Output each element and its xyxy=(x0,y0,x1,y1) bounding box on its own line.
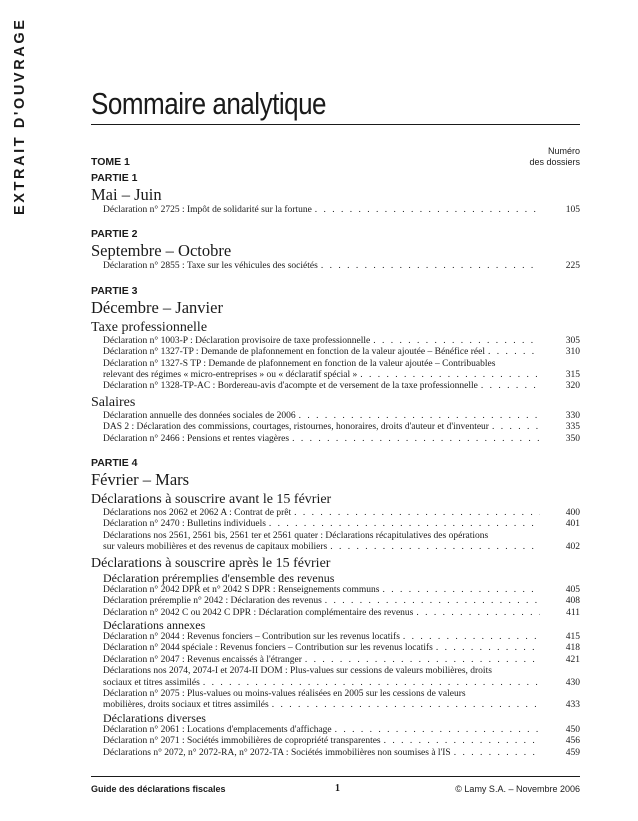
entry-text: Déclaration n° 2470 : Bulletins individuels xyxy=(103,519,266,530)
dot-leader xyxy=(492,422,540,433)
entry-list xyxy=(91,205,580,216)
numero-header-line: Numéro xyxy=(547,146,580,156)
subsection-heading: Déclarations diverses xyxy=(103,710,206,725)
list-item xyxy=(103,748,580,759)
list-item xyxy=(103,655,580,666)
dot-leader xyxy=(403,632,540,643)
dot-leader xyxy=(272,700,540,711)
entry-text: Déclaration n° 2725 : Impôt de solidarité sur la fortune xyxy=(103,205,312,215)
entry-text: Déclaration n° 2042 C ou 2042 C DPR : Déclaration complémentaire des revenus xyxy=(103,607,414,618)
dot-leader xyxy=(325,596,540,607)
dot-leader xyxy=(416,608,540,619)
entry-line-leader xyxy=(103,725,540,736)
footer-page-number: 1 xyxy=(335,783,340,794)
entry-line-leader xyxy=(103,434,540,445)
entry-text: Déclaration n° 2061 : Locations d'emplacements d'affichage xyxy=(103,724,332,735)
period-heading: Septembre – Octobre xyxy=(91,241,232,261)
tome-label: TOME 1 xyxy=(91,156,130,168)
numero-header xyxy=(529,146,580,168)
entry-text: sociaux et titres assimilés xyxy=(103,677,200,688)
entry-text: Déclaration n° 2071 : Sociétés immobilières de copropriété transparentes xyxy=(103,736,381,747)
entry-text: Déclaration n° 2044 spéciale : Revenus fonciers – Contribution sur les revenus locatifs xyxy=(103,643,433,654)
list-item xyxy=(103,531,580,554)
dot-leader xyxy=(269,519,540,530)
entry-text: DAS 2 : Déclaration des commissions, courtages, ristournes, honoraires, droits d'auteur et d'inventeur xyxy=(103,422,489,433)
dossier-number: 456 xyxy=(565,736,580,747)
dot-leader xyxy=(481,381,540,392)
list-item xyxy=(103,359,580,382)
list-item xyxy=(103,736,580,747)
entry-text: Déclarations n° 2072, n° 2072-RA, n° 2072-TA : Sociétés immobilières non soumises à l'IS xyxy=(103,747,451,758)
list-item xyxy=(103,422,580,433)
entry-text: Déclaration n° 1327-TP : Demande de plafonnement en fonction de la valeur ajoutée – Bénéfice réel xyxy=(103,347,485,358)
dossier-number: 415 xyxy=(565,631,580,642)
list-item xyxy=(103,519,580,530)
list-item xyxy=(103,666,580,689)
dossier-number: 335 xyxy=(565,422,580,433)
table-of-contents xyxy=(91,171,580,759)
entry-text: Déclarations nos 2074, 2074-I et 2074-II DOM : Plus-values sur cessions de valeurs mobilières, droits xyxy=(103,666,492,677)
entry-line-leader xyxy=(103,347,540,358)
entry-list xyxy=(91,411,580,445)
entry-line-leader xyxy=(103,700,540,711)
period-heading: Février – Mars xyxy=(91,470,190,490)
entry-line-leader xyxy=(103,370,540,381)
section-heading: Déclarations à souscrire avant le 15 février xyxy=(91,492,332,508)
dot-leader xyxy=(382,585,540,596)
dot-leader xyxy=(294,508,540,519)
dossier-number: 350 xyxy=(565,433,580,444)
dossier-number: 421 xyxy=(565,654,580,665)
dot-leader xyxy=(299,411,540,422)
dossier-number: 433 xyxy=(565,700,580,711)
entry-text: Déclarations nos 2561, 2561 bis, 2561 ter et 2561 quater : Déclarations récapitulatives des opérations xyxy=(103,530,489,541)
section-heading: Salaires xyxy=(91,394,136,410)
entry-list xyxy=(91,585,580,619)
footer-guide-title: Guide des déclarations fiscales xyxy=(91,784,226,794)
page-footer xyxy=(91,776,580,795)
entry-line-leader xyxy=(103,748,540,759)
dossier-number: 320 xyxy=(565,381,580,392)
entry-text: Déclaration n° 2855 : Taxe sur les véhicules des sociétés xyxy=(103,261,318,272)
list-item xyxy=(103,411,580,422)
entry-text: sur valeurs mobilières et des revenus de capitaux mobiliers xyxy=(103,542,328,553)
entry-line-leader xyxy=(103,411,540,422)
entry-line-leader xyxy=(103,596,540,607)
dossier-number: 402 xyxy=(565,542,580,553)
entry-text: mobilières, droits sociaux et titres assimilés xyxy=(103,700,269,711)
entry-line-leader xyxy=(103,519,540,530)
dot-leader xyxy=(305,655,540,666)
dossier-number: 411 xyxy=(566,607,580,618)
list-item xyxy=(103,205,580,216)
entry-text: Déclaration n° 1328-TP-AC : Bordereau-avis d'acompte et de versement de la taxe professionnelle xyxy=(103,381,478,392)
dot-leader xyxy=(360,370,540,381)
entry-text: relevant des régimes « micro-entreprises » ou « déclaratif spécial » xyxy=(103,370,358,381)
entry-text: Déclaration n° 2466 : Pensions et rentes viagères xyxy=(103,433,290,444)
dossier-number: 401 xyxy=(565,519,580,530)
entry-list xyxy=(91,508,580,554)
list-item xyxy=(103,643,580,654)
entry-line-leader xyxy=(103,542,540,553)
entry-text: Déclaration annuelle des données sociales de 2006 xyxy=(103,410,296,421)
page-title: Sommaire analytique xyxy=(91,86,327,121)
entry-text: Déclaration n° 2047 : Revenus encaissés à l'étranger xyxy=(103,654,302,665)
dossier-number: 310 xyxy=(565,347,580,358)
list-item xyxy=(103,508,580,519)
period-heading: Décembre – Janvier xyxy=(91,297,223,317)
entry-line-leader xyxy=(103,655,540,666)
entry-line-leader xyxy=(103,261,540,272)
dot-leader xyxy=(321,261,540,272)
dot-leader xyxy=(384,736,540,747)
entry-list xyxy=(91,261,580,272)
entry-text: Déclaration n° 1327-S TP : Demande de plafonnement en fonction de la valeur ajoutée – Contribuables xyxy=(103,358,496,369)
subsection-heading: Déclaration préremplies d'ensemble des revenus xyxy=(103,570,335,585)
dossier-number: 305 xyxy=(565,335,580,346)
entry-line-leader xyxy=(103,422,540,433)
list-item xyxy=(103,585,580,596)
footer-copyright: © Lamy S.A. – Novembre 2006 xyxy=(455,784,580,794)
dot-leader xyxy=(335,725,540,736)
entry-list xyxy=(91,336,580,393)
list-item xyxy=(103,632,580,643)
dot-leader xyxy=(315,205,540,216)
section-heading: Taxe professionnelle xyxy=(91,319,208,335)
dot-leader xyxy=(488,347,540,358)
dossier-number: 408 xyxy=(565,596,580,607)
entry-text: Déclaration n° 2075 : Plus-values ou moins-values réalisées en 2005 sur les cessions de valeurs xyxy=(103,688,466,699)
entry-line-leader xyxy=(103,736,540,747)
dossier-number: 459 xyxy=(565,747,580,758)
dossier-number: 400 xyxy=(565,508,580,519)
entry-line-leader xyxy=(103,585,540,596)
entry-line-leader xyxy=(103,643,540,654)
numero-header-line: des dossiers xyxy=(529,157,580,167)
dot-leader xyxy=(292,434,540,445)
dossier-number: 450 xyxy=(565,724,580,735)
list-item xyxy=(103,596,580,607)
dot-leader xyxy=(330,542,540,553)
entry-line-leader xyxy=(103,608,540,619)
part-label: PARTIE 1 xyxy=(91,172,138,184)
list-item xyxy=(103,725,580,736)
part-label: PARTIE 2 xyxy=(91,228,138,241)
list-item xyxy=(103,434,580,445)
list-item xyxy=(103,347,580,358)
entry-list xyxy=(91,632,580,712)
part-label: PARTIE 3 xyxy=(91,284,138,297)
dot-leader xyxy=(203,678,540,689)
entry-text: Déclaration n° 2044 : Revenus fonciers – Contribution sur les revenus locatifs xyxy=(103,631,400,642)
part-label: PARTIE 4 xyxy=(91,457,138,470)
dot-leader xyxy=(373,336,540,347)
entry-text: Déclaration préremplie n° 2042 : Déclaration des revenus xyxy=(103,596,322,607)
entry-line-leader xyxy=(103,336,540,347)
list-item xyxy=(103,689,580,712)
list-item xyxy=(103,381,580,392)
entry-line-leader xyxy=(103,205,540,216)
dossier-number: 430 xyxy=(565,677,580,688)
dossier-number: 405 xyxy=(565,584,580,595)
entry-list xyxy=(91,725,580,759)
dossier-number: 225 xyxy=(565,261,580,272)
period-heading: Mai – Juin xyxy=(91,185,162,204)
dossier-number: 418 xyxy=(565,643,580,654)
dossier-number: 315 xyxy=(565,370,580,381)
dossier-number: 330 xyxy=(565,410,580,421)
entry-line-leader xyxy=(103,678,540,689)
dot-leader xyxy=(454,748,540,759)
dot-leader xyxy=(436,643,540,654)
entry-line-leader xyxy=(103,632,540,643)
entry-text: Déclaration n° 1003-P : Déclaration provisoire de taxe professionnelle xyxy=(103,335,371,346)
entry-line-leader xyxy=(103,508,540,519)
entry-line-leader xyxy=(103,381,540,392)
entry-text: Déclarations nos 2062 et 2062 A : Contrat de prêt xyxy=(103,508,292,519)
dossier-number: 105 xyxy=(565,205,580,215)
section-heading: Déclarations à souscrire après le 15 février xyxy=(91,555,331,571)
side-label: EXTRAIT D'OUVRAGE xyxy=(12,17,28,215)
list-item xyxy=(103,261,580,272)
list-item xyxy=(103,608,580,619)
entry-text: Déclaration n° 2042 DPR et n° 2042 S DPR : Renseignements communs xyxy=(103,584,380,595)
title-rule xyxy=(91,124,580,125)
subsection-heading: Déclarations annexes xyxy=(103,617,206,632)
list-item xyxy=(103,336,580,347)
